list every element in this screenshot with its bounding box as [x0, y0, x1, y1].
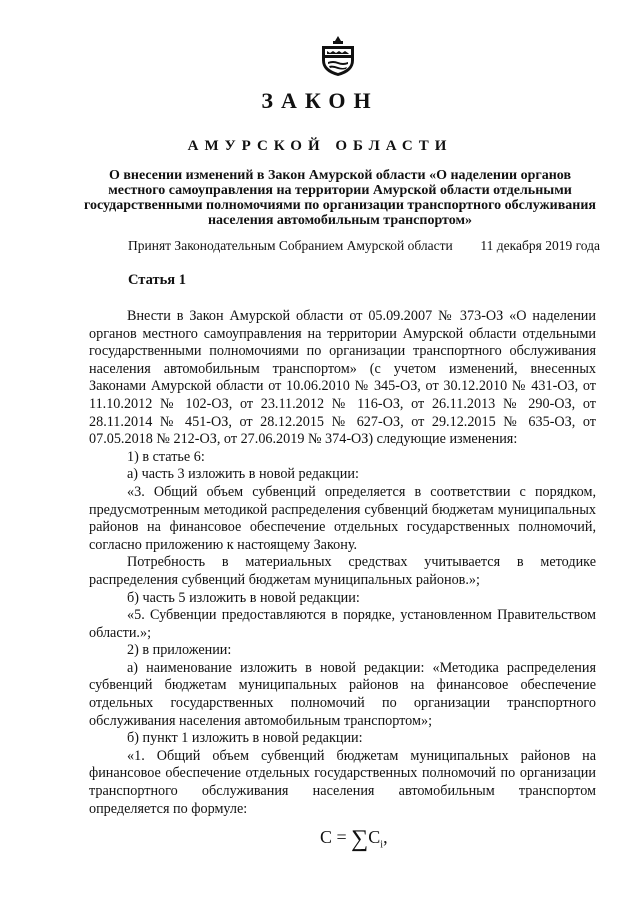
paragraph: «3. Общий объем субвенций определяется в соответствии с порядком, предусмотренным методикой распределения субвенций бюджетам муниципальных районов на финансовое обеспечение отдельных государственных полномочий, согласно приложению к настоящему Закону. — [89, 483, 596, 553]
paragraph: «5. Субвенции предоставляются в порядке, установленном Правительством области.»; — [89, 607, 596, 641]
article-heading: Статья 1 — [128, 272, 186, 288]
region-name: АМУРСКОЙ ОБЛАСТИ — [187, 138, 453, 154]
paragraph: а) наименование изложить в новой редакции: «Методика распределения субвенций бюджетам муниципальных районов на финансовое обеспечение отдельных государственных полномочий по организации транспортного обслуживания населения автомобильным транспортом»; — [89, 659, 596, 729]
amur-coat-of-arms-icon — [318, 34, 358, 78]
paragraph: 2) в приложении: — [127, 642, 232, 659]
article-body — [89, 308, 596, 818]
acceptance-line — [128, 238, 600, 254]
accepted-date: 11 декабря 2019 года — [480, 238, 600, 253]
paragraph: б) часть 5 изложить в новой редакции: — [127, 589, 360, 606]
document-title: ЗАКОН — [261, 88, 379, 113]
formula-lhs: C = — [320, 827, 347, 847]
formula-term: C — [368, 827, 381, 847]
paragraph: а) часть 3 изложить в новой редакции: — [127, 466, 359, 483]
paragraph: «1. Общий объем субвенций бюджетам муниципальных районов на финансовое обеспечение отдельных государственных полномочий по организации транспортного обслуживания населения автомобильным транспортом определяется по формуле: — [89, 747, 596, 817]
law-subject: О внесении изменений в Закон Амурской области «О наделении органов местного самоуправления на территории Амурской области отдельными государственными полномочиями по организации транспортного обслуживания населения автомобильным транспортом» — [84, 168, 596, 228]
formula — [320, 826, 388, 853]
formula-subscript: i — [380, 839, 384, 851]
paragraph: 1) в статье 6: — [127, 448, 205, 465]
formula-tail: , — [383, 827, 388, 847]
sum-operator: ∑ — [351, 826, 369, 852]
paragraph: Внести в Закон Амурской области от 05.09.2007 № 373-ОЗ «О наделении органов местного самоуправления на территории Амурской области отдельными государственными полномочиями по организации транспортного обслуживания населения автомобильным транспортом» (с учетом изменений, внесенных Законами Амурской области от 10.06.2010 № 345-ОЗ, от 30.12.2010 № 431-ОЗ, от 11.10.2012 № 102-ОЗ, от 23.11.2012 № 116-ОЗ, от 26.11.2013 № 290-ОЗ, от 28.11.2014 № 451-ОЗ, от 28.12.2015 № 627-ОЗ, от 29.12.2015 № 635-ОЗ, от 07.05.2018 № 212-ОЗ, от 27.06.2019 № 374-ОЗ) следующие изменения: — [89, 308, 596, 448]
paragraph: б) пункт 1 изложить в новой редакции: — [127, 730, 363, 747]
paragraph: Потребность в материальных средствах учитывается в методике распределения субвенций бюджетам муниципальных районов.»; — [89, 554, 596, 588]
accepted-by: Принят Законодательным Собранием Амурской области — [128, 238, 453, 253]
